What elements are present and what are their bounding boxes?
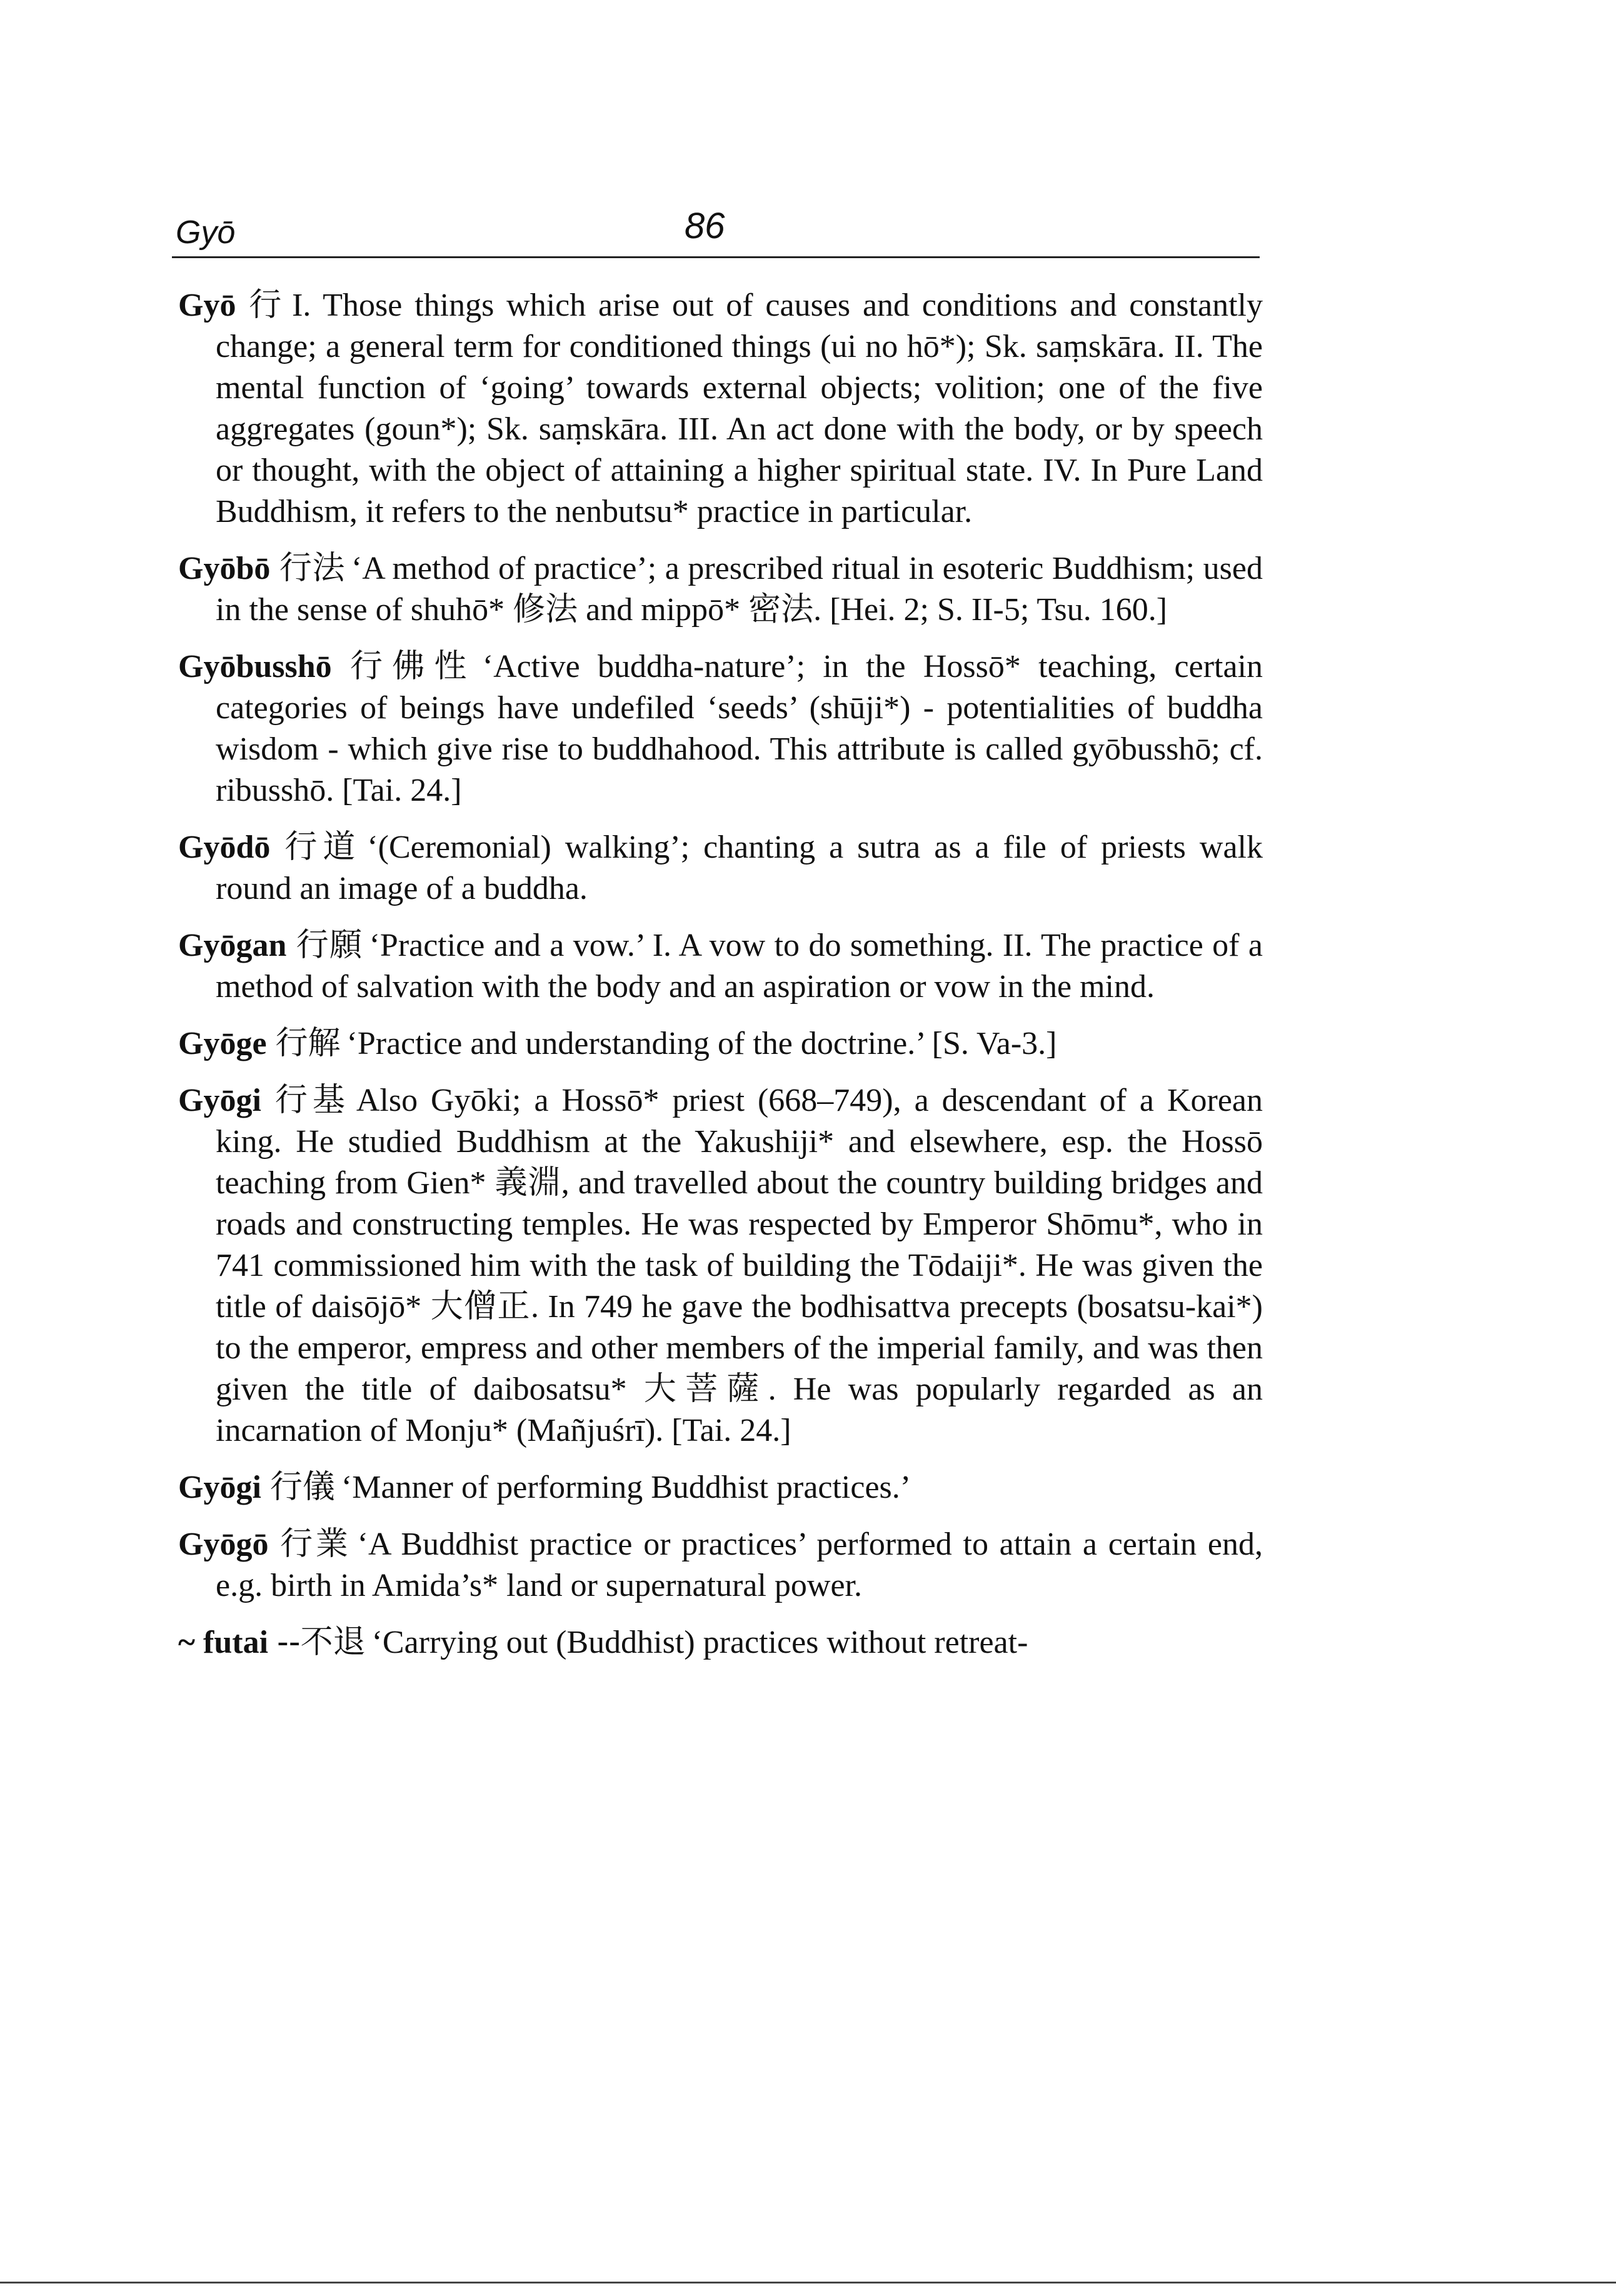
entry-list [178, 284, 1263, 1678]
entry-kanji: --不退 [277, 1623, 366, 1661]
page-bottom-rule [0, 2282, 1616, 2283]
entry-gyodo [178, 826, 1263, 910]
entry-definition: Also Gyōki; a Hossō* priest (668–749), a descendant of a Korean king. He studied Buddhism at the Yakushiji* and elsewhere, esp. the Hossō teaching from Gien* 義淵, and travelled about the country building bridges and roads and constructing temples. He was respected by Emperor Shōmu*, who in 741 commissioned him with the task of building the Tōdaiji*. He was given the title of daisōjō* 大僧正. In 749 he gave the bodhisattva precepts (bosatsu-kai*) to the emperor, empress and other members of the imperial family, and was then given the title of daibosatsu* 大菩薩. He was popularly regarded as an incarnation of Monju* (Mañjuśrī). [Tai. 24.] [216, 1083, 1263, 1448]
entry-gyobo [178, 548, 1263, 631]
entry-headword: Gyōbō [178, 551, 271, 586]
entry-headword: Gyō [178, 288, 236, 323]
entry-gyo [178, 284, 1263, 533]
page-number: 86 [685, 206, 725, 246]
entry-kanji: 行基 [269, 1081, 350, 1119]
entry-gyogi-priest [178, 1080, 1263, 1451]
entry-kanji: 行業 [277, 1525, 351, 1563]
entry-headword: Gyōgō [178, 1526, 269, 1562]
entry-headword: Gyōge [178, 1026, 267, 1061]
entry-headword: Gyōgan [178, 928, 287, 963]
entry-gyogo [178, 1523, 1263, 1607]
page-header [172, 200, 1260, 258]
entry-kanji: 行解 [275, 1025, 341, 1062]
entry-headword: Gyōdō [178, 830, 271, 865]
running-head: Gyō [176, 214, 236, 251]
entry-kanji: 行願 [295, 926, 363, 964]
entry-kanji: 行道 [279, 828, 361, 866]
entry-gyogo-futai [178, 1622, 1263, 1663]
entry-headword: Gyōgi [178, 1083, 261, 1118]
entry-gyobussho [178, 646, 1263, 811]
entry-kanji: 行 [244, 286, 286, 324]
entry-kanji: 行儀 [269, 1468, 335, 1506]
entry-gyoge [178, 1023, 1263, 1065]
entry-kanji: 行佛性 [340, 648, 476, 685]
entry-gyogi-manner [178, 1466, 1263, 1508]
entry-definition: ‘Manner of performing Buddhist practices.’ [341, 1470, 911, 1505]
entry-definition: ‘A method of practice’; a prescribed ritual in esoteric Buddhism; used in the sense of shuhō* 修法 and mippō* 密法. [Hei. 2; S. II-5; Tsu. 160.] [216, 551, 1263, 628]
entry-gyogan [178, 925, 1263, 1008]
entry-definition: ‘Practice and understanding of the doctrine.’ [S. Va-3.] [346, 1026, 1057, 1061]
entry-definition: ‘Carrying out (Buddhist) practices without retreat- [371, 1625, 1028, 1660]
entry-definition: ‘Active buddha-nature’; in the Hossō* teaching, certain categories of beings have undefiled ‘seeds’ (shūji*) - potentialities of buddha wisdom - which give rise to buddhahood. This attribute is called gyōbusshō; cf. ribusshō. [Tai. 24.] [216, 649, 1263, 808]
entry-definition: ‘Practice and a vow.’ I. A vow to do something. II. The practice of a method of salvation with the body and an aspiration or vow in the mind. [216, 928, 1263, 1005]
entry-headword: ~ futai [178, 1625, 269, 1660]
entry-headword: Gyōbusshō [178, 649, 332, 684]
entry-kanji: 行法 [279, 549, 345, 587]
entry-definition: ‘(Ceremonial) walking’; chanting a sutra as a file of priests walk round an image of a buddha. [216, 830, 1263, 906]
entry-headword: Gyōgi [178, 1470, 261, 1505]
entry-definition: ‘A Buddhist practice or practices’ performed to attain a certain end, e.g. birth in Amida’s* land or supernatural power. [216, 1526, 1263, 1603]
entry-definition: I. Those things which arise out of causes and conditions and constantly change; a general term for conditioned things (ui no hō*); Sk. saṃskāra. II. The mental function of ‘going’ towards external objects; volition; one of the five aggregates (goun*); Sk. saṃskāra. III. An act done with the body, or by speech or thought, with the object of attaining a higher spiritual state. IV. In Pure Land Buddhism, it refers to the nenbutsu* practice in particular. [216, 288, 1263, 529]
